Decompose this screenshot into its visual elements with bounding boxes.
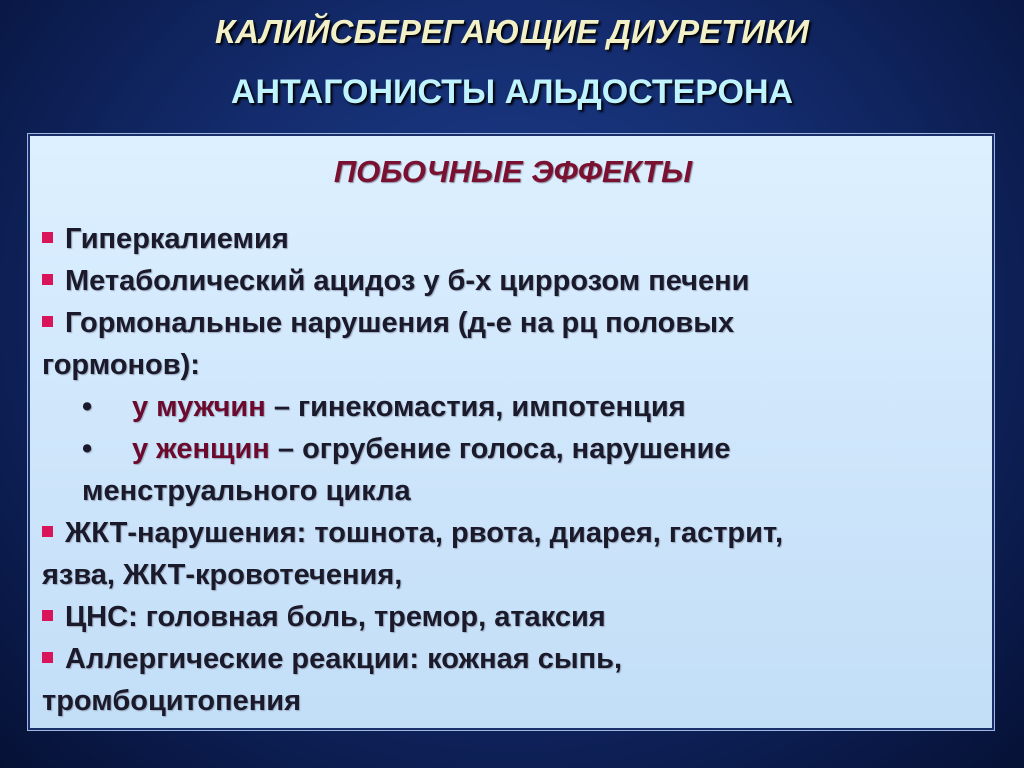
content-panel (28, 134, 994, 730)
list-item-text: – огрубение голоса, нарушение (269, 433, 731, 465)
list-item (42, 218, 972, 260)
round-bullet-icon: • (82, 433, 93, 465)
highlight-text: у мужчин (132, 391, 266, 423)
list-item (42, 260, 972, 302)
sub-list-item (42, 386, 972, 428)
list-item-text: Метаболический ацидоз у б-х циррозом печени (65, 265, 750, 297)
list-item-text: ЦНС: головная боль, тремор, атаксия (65, 601, 606, 633)
list-item-text: Аллергические реакции: кожная сыпь, (65, 643, 623, 675)
square-bullet-icon (42, 526, 53, 537)
list-item-text: ЖКТ-нарушения: тошнота, рвота, диарея, гастрит, (65, 517, 784, 549)
list-item-continuation (42, 554, 972, 596)
list-item-text: – гинекомастия, импотенция (265, 391, 686, 423)
square-bullet-icon (42, 610, 53, 621)
square-bullet-icon (42, 232, 53, 243)
list-item-text: Гормональные нарушения (д-е на рц половых (65, 307, 735, 339)
list-item (42, 596, 972, 638)
list-item-text: язва, ЖКТ-кровотечения, (42, 559, 403, 591)
list-item-text: гормонов): (42, 349, 200, 381)
round-bullet-icon: • (82, 391, 93, 423)
side-effects-list (42, 218, 972, 722)
panel-heading: ПОБОЧНЫЕ ЭФФЕКТЫ (333, 154, 693, 189)
list-item-continuation (42, 680, 972, 722)
list-item-continuation (42, 344, 972, 386)
sub-list-item (42, 428, 972, 470)
list-item (42, 512, 972, 554)
slide-subtitle: АНТАГОНИСТЫ АЛЬДОСТЕРОНА (230, 73, 794, 111)
square-bullet-icon (42, 652, 53, 663)
slide-title: КАЛИЙСБЕРЕГАЮЩИЕ ДИУРЕТИКИ (214, 13, 810, 50)
sub-list-item-continuation (42, 470, 972, 512)
highlight-text: у женщин (132, 433, 270, 465)
square-bullet-icon (42, 316, 53, 327)
list-item-text: менструального цикла (82, 475, 411, 507)
list-item (42, 638, 972, 680)
list-item (42, 302, 972, 344)
square-bullet-icon (42, 274, 53, 285)
list-item-text: тромбоцитопения (42, 685, 302, 717)
list-item-text: Гиперкалиемия (65, 223, 289, 255)
